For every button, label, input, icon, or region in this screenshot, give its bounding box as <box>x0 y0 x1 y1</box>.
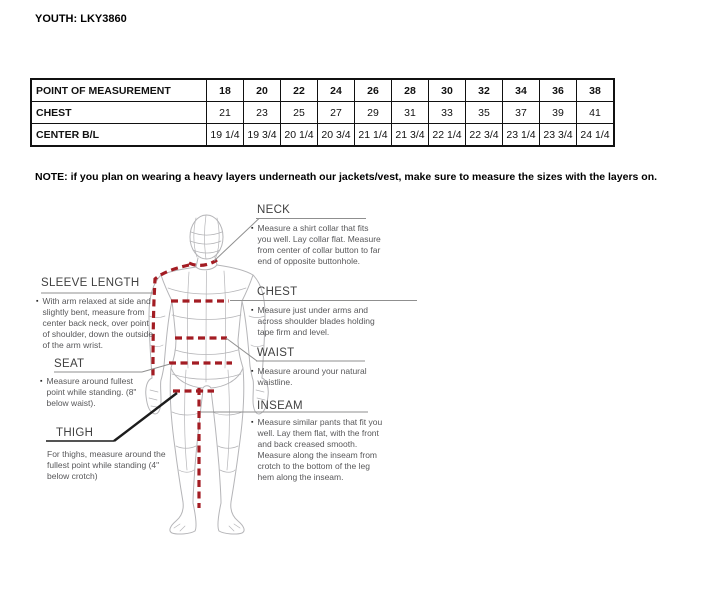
section-text-waist: ▪ Measure around your natural waistline. <box>251 366 367 387</box>
table-cell: 19 3/4 <box>244 124 281 147</box>
section-text-neck: ▪ Measure a shirt collar that fits you well. Lay collar flat. Measure from center of collar button to far end of opposite buttonhole. <box>251 223 381 266</box>
table-cell: 24 1/4 <box>577 124 615 147</box>
section-title-chest: CHEST <box>257 286 298 298</box>
table-cell: 22 3/4 <box>466 124 503 147</box>
bullet-icon: ▪ <box>251 368 254 375</box>
table-cell: 21 3/4 <box>392 124 429 147</box>
column-header-size: 26 <box>355 79 392 102</box>
table-cell: 23 <box>244 102 281 124</box>
body-figure-outline <box>146 215 269 534</box>
table-cell: 20 1/4 <box>281 124 318 147</box>
table-cell: 25 <box>281 102 318 124</box>
bullet-icon: ▪ <box>251 307 254 314</box>
column-header-size: 18 <box>207 79 244 102</box>
table-cell: 41 <box>577 102 615 124</box>
page-title: YOUTH: LKY3860 <box>35 13 127 25</box>
table-cell: 22 1/4 <box>429 124 466 147</box>
bullet-icon: ▪ <box>40 378 43 385</box>
bullet-icon: ▪ <box>36 298 39 305</box>
waist-leader-line <box>226 338 257 361</box>
table-cell: 23 3/4 <box>540 124 577 147</box>
table-cell: 27 <box>318 102 355 124</box>
bullet-icon: ▪ <box>251 419 254 426</box>
table-cell: 20 3/4 <box>318 124 355 147</box>
neck-measure-line <box>189 260 217 265</box>
section-text-sleeve-length: ▪ With arm relaxed at side and slightly bent, measure from center back neck, over point of shoulder, down the outside of the arm wrist. <box>36 296 154 350</box>
section-text-seat: ▪ Measure around fullest point while standing. (8" below waist). <box>40 376 137 408</box>
section-text-inseam: ▪ Measure similar pants that fit you well. Lay them flat, with the front and back creased smooth. Measure along the inseam from crotch to the bottom of the leg hem along the inseam. <box>251 417 383 482</box>
table-cell: 35 <box>466 102 503 124</box>
section-title-waist: WAIST <box>257 347 295 359</box>
section-title-sleeve-length: SLEEVE LENGTH <box>41 277 140 289</box>
table-cell: 21 <box>207 102 244 124</box>
column-header-size: 34 <box>503 79 540 102</box>
table-cell: 31 <box>392 102 429 124</box>
table-cell: 33 <box>429 102 466 124</box>
column-header-size: 24 <box>318 79 355 102</box>
note-text: NOTE: if you plan on wearing a heavy layers underneath our jackets/vest, make sure to measure the sizes with the layers on. <box>35 171 658 183</box>
section-title-seat: SEAT <box>54 358 85 370</box>
column-header-size: 20 <box>244 79 281 102</box>
column-header-size: 28 <box>392 79 429 102</box>
section-text-thigh: For thighs, measure around the fullest point while standing (4" below crotch) <box>47 449 166 481</box>
column-header-size: 32 <box>466 79 503 102</box>
seat-leader-line <box>142 364 170 372</box>
sleeve-measure-line <box>153 265 189 377</box>
table-cell: 19 1/4 <box>207 124 244 147</box>
table-cell: 23 1/4 <box>503 124 540 147</box>
column-header-size: 30 <box>429 79 466 102</box>
column-header-point-of-measurement: POINT OF MEASUREMENT <box>31 79 207 102</box>
section-text-chest: ▪ Measure just under arms and across shoulder blades holding tape firm and level. <box>251 305 375 337</box>
column-header-size: 36 <box>540 79 577 102</box>
section-title-thigh: THIGH <box>56 427 94 439</box>
table-cell: 39 <box>540 102 577 124</box>
table-cell: 21 1/4 <box>355 124 392 147</box>
column-header-size: 22 <box>281 79 318 102</box>
table-cell: 29 <box>355 102 392 124</box>
section-title-neck: NECK <box>257 204 291 216</box>
table-cell: 37 <box>503 102 540 124</box>
section-title-inseam: INSEAM <box>257 400 303 412</box>
row-label: CENTER B/L <box>31 124 207 147</box>
row-label: CHEST <box>31 102 207 124</box>
bullet-icon: ▪ <box>251 225 254 232</box>
column-header-size: 38 <box>577 79 615 102</box>
